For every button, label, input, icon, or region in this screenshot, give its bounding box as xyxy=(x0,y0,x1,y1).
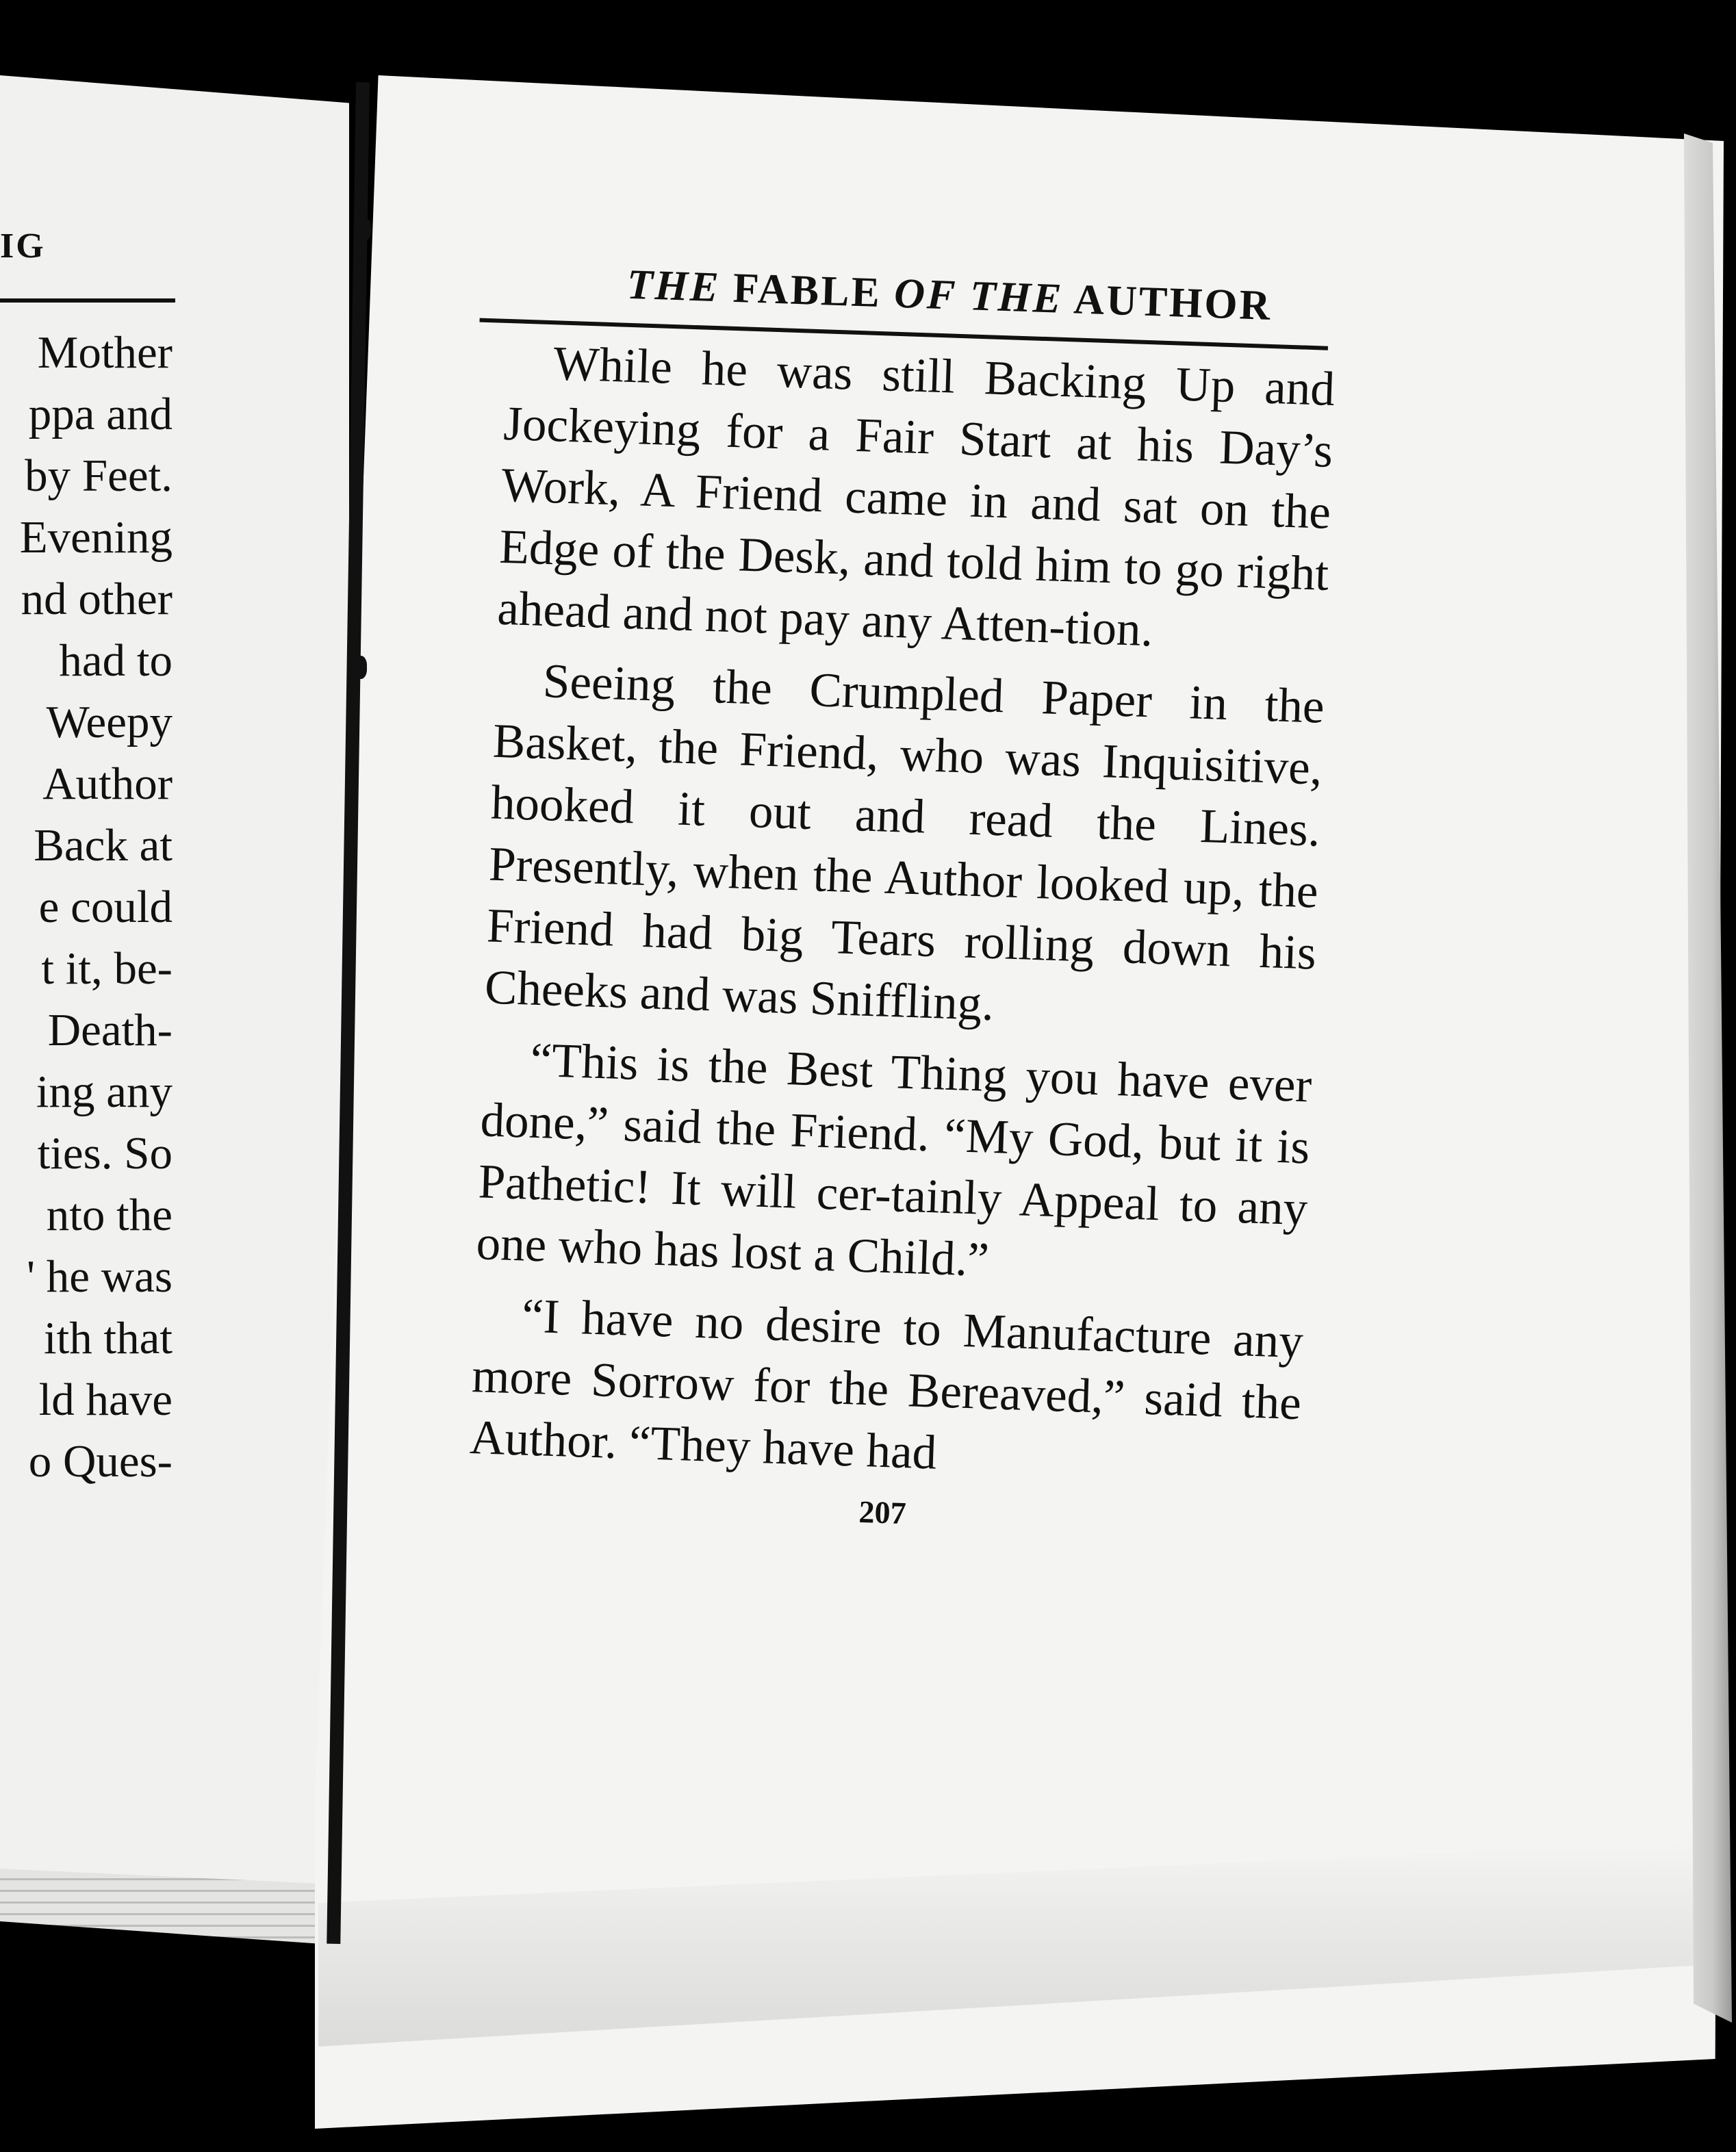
left-line: Back at xyxy=(34,820,173,871)
paragraph: Seeing the Crumpled Paper in the Basket, the Friend, who was Inquisitive, hooked it out and read the Lines. Presently, when the Author looked up, the Friend had big Tears rolling down his Cheeks and was Sniffling. xyxy=(483,654,1325,1032)
left-line: Mother xyxy=(37,327,173,378)
binding-mark xyxy=(352,656,367,679)
running-head-word: AUTHOR xyxy=(1073,276,1273,329)
left-line: Evening xyxy=(19,512,173,563)
left-line: Author xyxy=(42,758,173,809)
running-head-word: FABLE xyxy=(732,264,882,317)
left-line: t it, be- xyxy=(41,943,173,994)
left-line: ith that xyxy=(44,1313,173,1363)
running-head-word: THE xyxy=(626,261,722,311)
left-page-text xyxy=(0,322,173,1492)
left-line: e could xyxy=(38,882,173,932)
left-line: Weepy xyxy=(46,697,173,747)
left-line: ing any xyxy=(36,1066,173,1117)
left-line: ppa and xyxy=(28,389,173,439)
left-line: Death- xyxy=(47,1005,173,1055)
paragraph: “I have no desire to Manufacture any more Sorrow for the Bereaved,” said the Author. “They have had xyxy=(469,1289,1305,1480)
right-page-content xyxy=(468,229,1393,1546)
left-line: had to xyxy=(59,635,173,686)
left-line: nto the xyxy=(46,1190,173,1240)
paragraph: While he was still Backing Up and Jockeying for a Fair Start at his Day’s Work, A Friend came in and sat on the Edge of the Desk, and told him to go right ahead and not pay any Atten-tion. xyxy=(496,337,1336,657)
left-line: ld have xyxy=(38,1374,173,1425)
binding-mark xyxy=(356,218,371,241)
left-line: by Feet. xyxy=(25,450,173,501)
left-running-head: IG xyxy=(0,227,46,266)
left-line: nd other xyxy=(21,574,173,624)
paragraph: “This is the Best Thing you have ever done,” said the Friend. “My God, but it is Pathetic! It will cer-tainly Appeal to any one who has lost a Child.” xyxy=(475,1033,1313,1288)
left-line: ' he was xyxy=(26,1251,173,1302)
left-head-rule xyxy=(0,298,175,303)
left-line: ties. So xyxy=(37,1128,173,1179)
running-head-word: OF xyxy=(893,270,958,319)
left-line: o Ques- xyxy=(28,1436,173,1487)
page-number: 207 xyxy=(858,1494,907,1531)
running-head-word: THE xyxy=(969,272,1064,322)
